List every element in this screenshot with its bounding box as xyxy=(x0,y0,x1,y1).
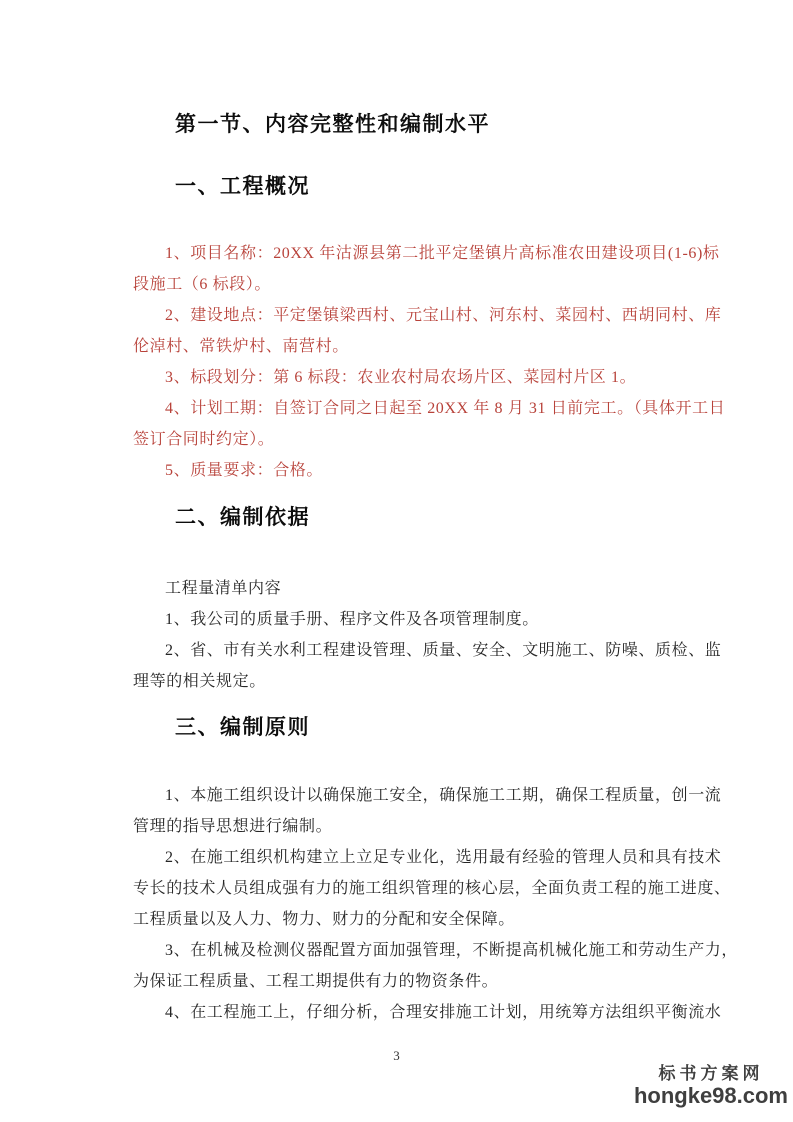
compilation-principles-paragraphs xyxy=(133,780,739,1028)
compilation-basis-paragraphs xyxy=(133,573,722,697)
page-number: 3 xyxy=(393,1048,400,1063)
text-line: 签订合同时约定）。 xyxy=(133,431,275,448)
heading-compilation-basis: 二、编制依据 xyxy=(175,506,310,529)
watermark-site-url: hongke98.com xyxy=(633,1083,788,1108)
text-line: 伦淖村、常铁炉村、南营村。 xyxy=(133,338,349,355)
text-line: 工程量清单内容 xyxy=(165,580,282,597)
text-line: 2、建设地点：平定堡镇梁西村、元宝山村、河东村、菜园村、西胡同村、库 xyxy=(165,307,722,324)
text-line: 工程质量以及人力、物力、财力的分配和安全保障。 xyxy=(133,911,515,928)
heading-project-overview: 一、工程概况 xyxy=(175,175,310,198)
text-line: 3、标段划分：第 6 标段：农业农村局农场片区、菜园村片区 1。 xyxy=(165,369,637,386)
text-line: 2、在施工组织机构建立上立足专业化，选用最有经验的管理人员和具有技术 xyxy=(165,849,722,866)
text-line: 理等的相关规定。 xyxy=(133,673,266,690)
project-overview-paragraphs xyxy=(133,238,726,486)
text-line: 为保证工程质量、工程工期提供有力的物资条件。 xyxy=(133,973,499,990)
text-line: 1、本施工组织设计以确保施工安全，确保施工工期，确保工程质量，创一流 xyxy=(165,787,722,804)
heading-compilation-principles: 三、编制原则 xyxy=(175,716,310,739)
text-line: 5、质量要求：合格。 xyxy=(165,462,324,479)
text-line: 4、计划工期：自签订合同之日起至 20XX 年 8 月 31 日前完工。（具体开工日 xyxy=(165,400,726,417)
text-line: 4、在工程施工上，仔细分析，合理安排施工计划，用统筹方法组织平衡流水 xyxy=(165,1004,722,1021)
watermark xyxy=(634,1064,788,1108)
text-line: 2、省、市有关水利工程建设管理、质量、安全、文明施工、防噪、质检、监 xyxy=(165,642,722,659)
text-line: 专长的技术人员组成强有力的施工组织管理的核心层，全面负责工程的施工进度、 xyxy=(133,880,731,897)
text-line: 1、项目名称：20XX 年沽源县第二批平定堡镇片高标准农田建设项目(1-6)标 xyxy=(165,245,720,262)
document-title: 第一节、内容完整性和编制水平 xyxy=(175,113,490,136)
text-line: 1、我公司的质量手册、程序文件及各项管理制度。 xyxy=(165,611,539,628)
text-line: 段施工（6 标段）。 xyxy=(133,276,272,293)
text-line: 3、在机械及检测仪器配置方面加强管理，不断提高机械化施工和劳动生产力， xyxy=(165,942,739,959)
watermark-site-name: 标书方案网 xyxy=(658,1064,764,1083)
text-line: 管理的指导思想进行编制。 xyxy=(133,818,333,835)
